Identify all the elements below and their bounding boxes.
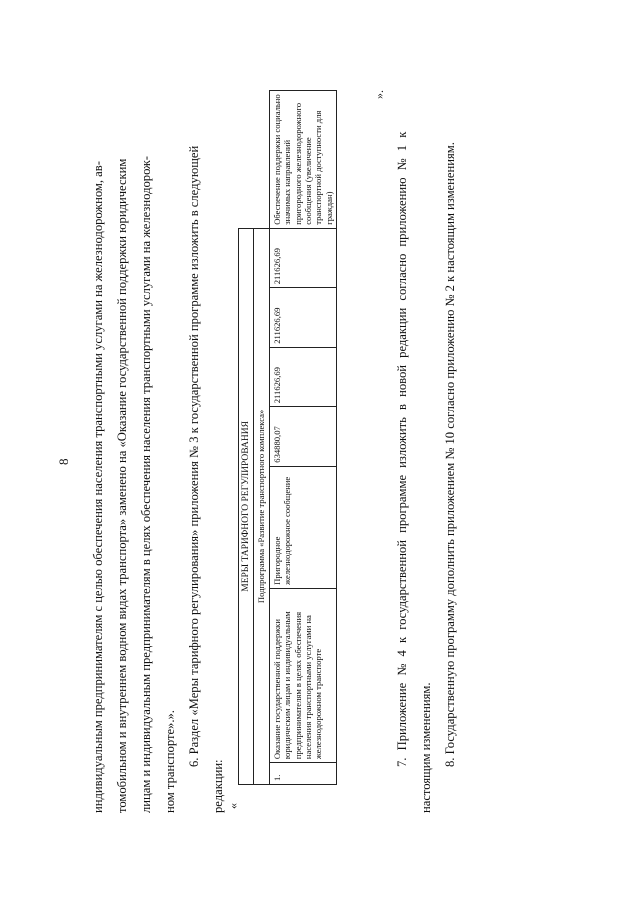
item-6-text-cont: редакции: <box>211 759 225 813</box>
open-quote: « <box>226 803 240 809</box>
item-7-text: 7. Приложение № 4 к государственной программе изложить в новой редакции согласно приложению № 1 к <box>395 131 409 767</box>
category: Пригородное железнодорожное сообщение <box>269 466 336 588</box>
item-7-text-cont: настоящим изменениям. <box>419 682 433 813</box>
value-year-1: 211626,69 <box>269 347 336 406</box>
page-number: 8 <box>56 458 71 465</box>
table-row <box>269 91 336 785</box>
item-8-text: 8. Государственную программу дополнить приложением № 10 согласно приложению № 2 к настоящим изменениям. <box>443 142 457 767</box>
item-6-text: 6. Раздел «Меры тарифного регулирования» приложения № 3 к государственной программе изложить в следующей <box>187 145 201 767</box>
value-total: 634880,07 <box>269 407 336 466</box>
intro-line: ном транспорте».». <box>163 710 177 813</box>
purpose: Обеспечение поддержки социально значимых направлений пригородного железнодорожного сообщения (увеличение транспортной доступности для граждан) <box>269 91 336 229</box>
value-year-3: 211626,69 <box>269 228 336 287</box>
item-6-paragraph <box>182 113 230 813</box>
intro-line: индивидуальным предпринимателям с целью обеспечения населения транспортными услугами на железнодорожном, ав- <box>91 161 105 813</box>
subprogram-row: Подпрограмма «Развитие транспортного комплекса» <box>254 228 269 784</box>
measure-name: Оказание государственной поддержки юридическим лицам и индивидуальным предпринимателям в целях обеспечения населения транспортными услугами на железнодорожном транспорте <box>269 588 336 762</box>
row-number: 1. <box>269 763 336 785</box>
close-quote: ». <box>372 90 386 99</box>
item-7-paragraph <box>390 113 438 813</box>
intro-line: лицам и индивидуальным предпринимателям в целях обеспечения населения транспортными услугами на железнодорож- <box>139 156 153 813</box>
value-year-2: 211626,69 <box>269 288 336 347</box>
tariff-measures-table <box>238 90 337 785</box>
item-8-paragraph <box>438 113 462 813</box>
table-title: МЕРЫ ТАРИФНОГО РЕГУЛИРОВАНИЯ <box>239 228 254 784</box>
intro-paragraph <box>86 113 182 813</box>
intro-line: томобильном и внутреннем водном видах транспорта» заменено на «Оказание государственной поддержки юридическим <box>115 158 129 813</box>
